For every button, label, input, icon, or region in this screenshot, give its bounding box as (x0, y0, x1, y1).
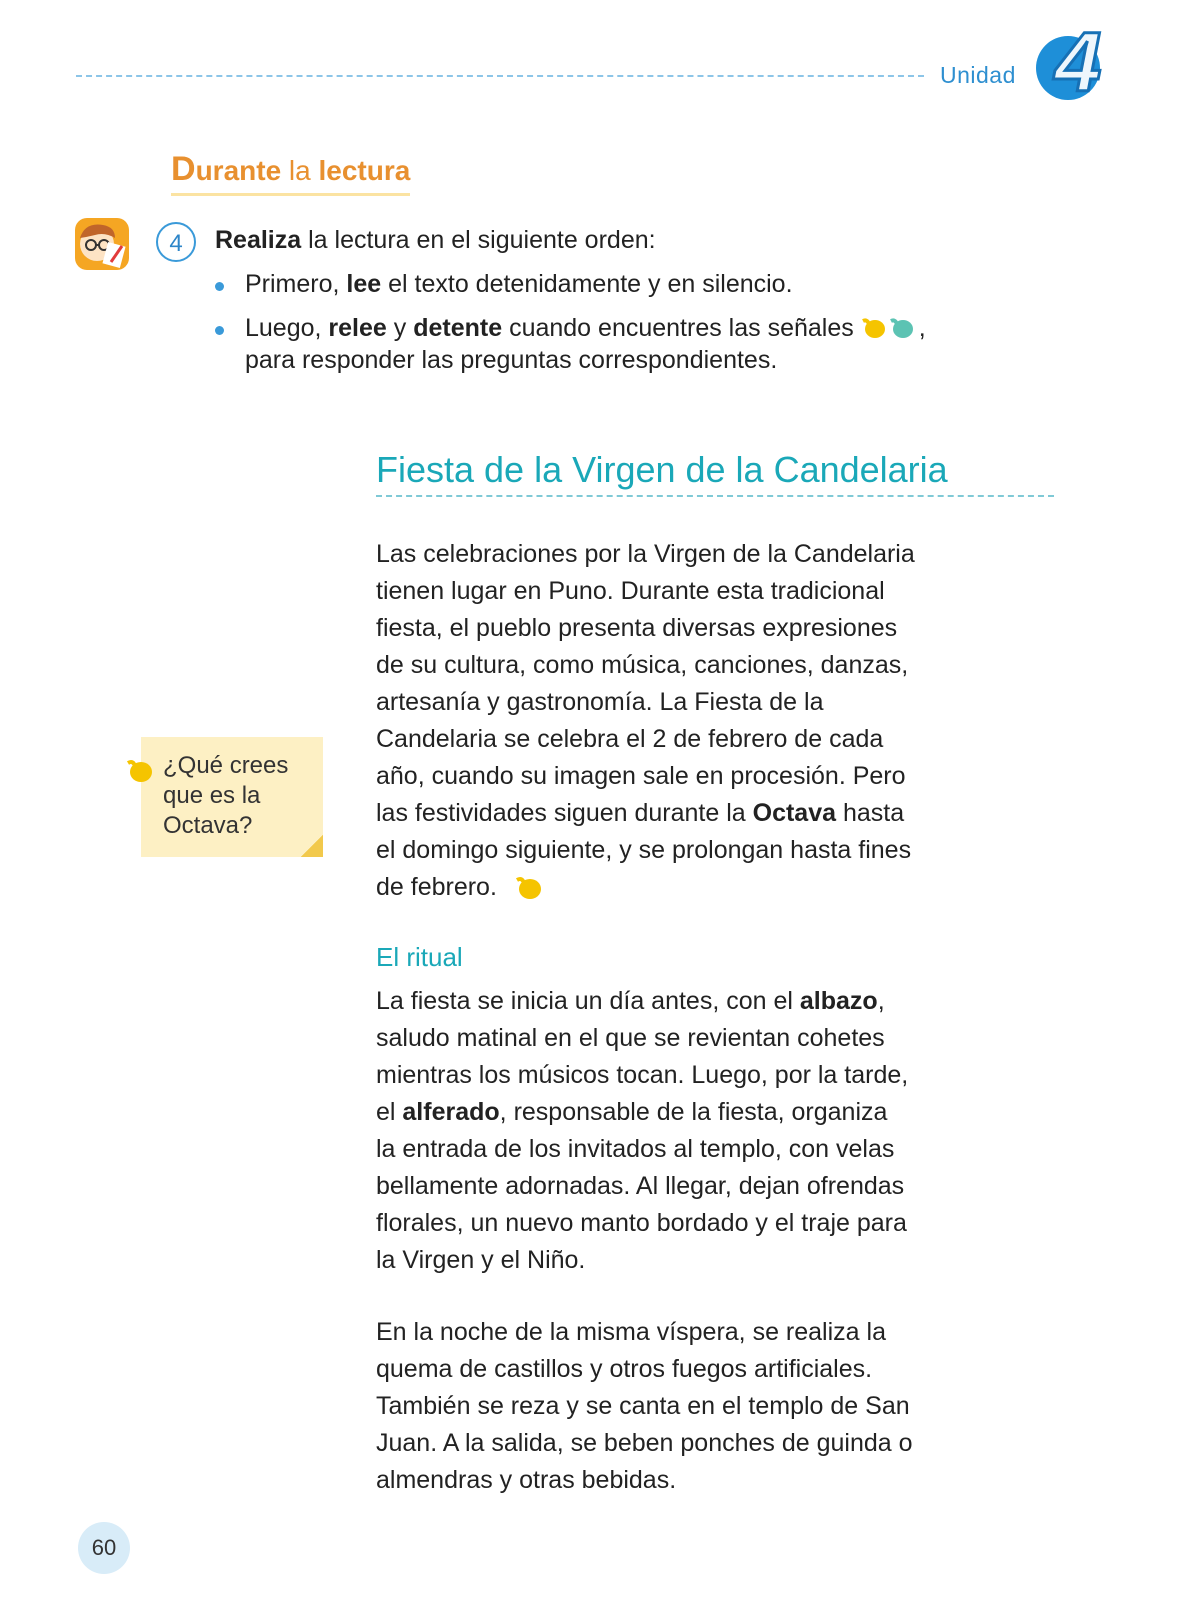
bullet-2-line2: para responder las preguntas correspondientes. (245, 346, 778, 374)
alferado-keyword: alferado (402, 1098, 500, 1126)
text-line: año, cuando su imagen sale en procesión. Pero (376, 762, 906, 790)
bullet-1-bold: lee (346, 270, 382, 298)
p2-line1-post: , (877, 987, 885, 1015)
unit-number: 4 (1054, 15, 1102, 109)
paragraph-1 (376, 536, 1056, 906)
step-number: 4 (156, 222, 196, 262)
bullet-dot (215, 326, 224, 335)
text-line: tienen lugar en Puno. Durante esta tradicional (376, 577, 885, 605)
text-line: Juan. A la salida, se beben ponches de guinda o (376, 1429, 913, 1457)
yellow-signal-icon (125, 759, 155, 783)
p2-line4-pre: el (376, 1098, 403, 1126)
text-line: el domingo siguiente, y se prolongan hasta fines (376, 836, 912, 864)
text-line: También se reza y se canta en el templo de San (376, 1392, 910, 1420)
reading-signals-icon (861, 317, 919, 339)
heading-initial: D (171, 150, 196, 188)
text-line (376, 983, 1056, 1020)
text-line: En la noche de la misma víspera, se realiza la (376, 1318, 886, 1346)
bullet-2-pre: Luego, (245, 314, 329, 342)
instruction-text (215, 226, 656, 255)
bullet-2-post: cuando encuentres las señales (502, 314, 854, 342)
bullet-dot (215, 282, 224, 291)
subheading-ritual: El ritual (376, 942, 463, 972)
text-line: ¿Qué crees (163, 752, 289, 779)
paragraph-3 (376, 1314, 1056, 1499)
text-line: Octava? (163, 812, 253, 839)
text-line (376, 795, 1056, 832)
text-line (376, 869, 1056, 906)
bullet-2 (245, 312, 1035, 376)
instruction-rest: la lectura en el siguiente orden: (301, 226, 656, 254)
text-line: la Virgen y el Niño. (376, 1246, 586, 1274)
bullet-2-bold: relee (328, 314, 387, 342)
heading-word2: la (288, 155, 311, 186)
text-line: Candelaria se celebra el 2 de febrero de cada (376, 725, 884, 753)
bullet-2-bold2: detente (413, 314, 503, 342)
heading-word3: lectura (318, 155, 411, 186)
sidenote-question (163, 751, 318, 841)
text-line: quema de castillos y otros fuegos artificiales. (376, 1355, 873, 1383)
text-line: artesanía y gastronomía. La Fiesta de la (376, 688, 824, 716)
reader-boy-icon (75, 218, 129, 270)
octava-keyword: Octava (752, 799, 837, 827)
section-heading (171, 150, 410, 196)
text-line: de su cultura, como música, canciones, danzas, (376, 651, 909, 679)
text-line: saludo matinal en el que se revientan cohetes (376, 1024, 885, 1052)
text-line: florales, un nuevo manto bordado y el traje para (376, 1209, 907, 1237)
text-line: bellamente adornadas. Al llegar, dejan ofrendas (376, 1172, 905, 1200)
page-number: 60 (91, 1535, 117, 1560)
bullet-2-mid: y (386, 314, 414, 342)
line8-post: hasta (836, 799, 905, 827)
title-dashed-rule (376, 495, 1054, 497)
paragraph-2 (376, 983, 1056, 1279)
text-line: Las celebraciones por la Virgen de la Candelaria (376, 540, 915, 568)
text-line: almendras y otras bebidas. (376, 1466, 677, 1494)
header-dashed-rule (76, 75, 924, 77)
heading-word1: urante (195, 155, 282, 186)
bullet-2-tail: , (918, 314, 926, 342)
instruction-verb: Realiza (215, 226, 302, 254)
text-line (376, 1094, 1056, 1131)
text-line: que es la (163, 782, 261, 809)
text-line: mientras los músicos tocan. Luego, por la tarde, (376, 1061, 909, 1089)
yellow-signal-icon (514, 876, 544, 900)
p2-line4-post: , responsable de la fiesta, organiza (499, 1098, 888, 1126)
text-line: fiesta, el pueblo presenta diversas expresiones (376, 614, 898, 642)
unit-label: Unidad (940, 62, 1016, 88)
text-line: la entrada de los invitados al templo, con velas (376, 1135, 895, 1163)
line8-pre: las festividades siguen durante la (376, 799, 753, 827)
bullet-1 (245, 268, 793, 300)
line10-text: de febrero. (376, 873, 497, 901)
article-title: Fiesta de la Virgen de la Candelaria (376, 449, 948, 490)
bullet-1-pre: Primero, (245, 270, 347, 298)
albazo-keyword: albazo (799, 987, 878, 1015)
bullet-1-post: el texto detenidamente y en silencio. (381, 270, 793, 298)
p2-line1-pre: La fiesta se inicia un día antes, con el (376, 987, 800, 1015)
